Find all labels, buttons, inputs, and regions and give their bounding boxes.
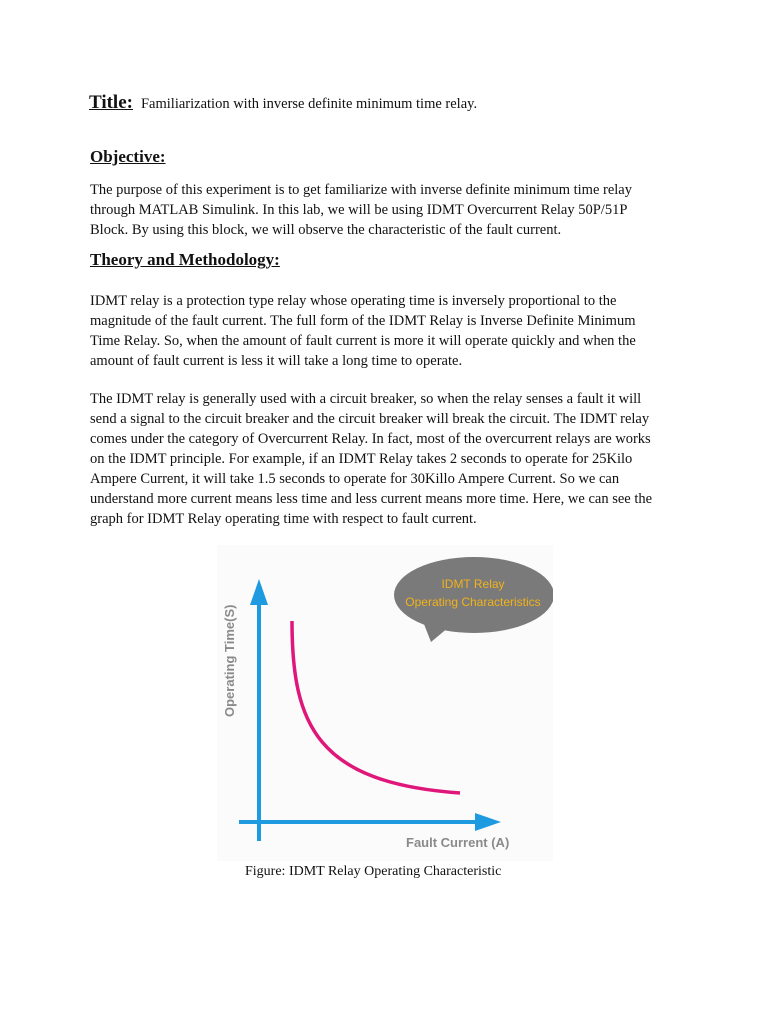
theory-line: Time Relay. So, when the amount of fault current is more it will operate quickly and when the: [90, 333, 636, 349]
theory-paragraph-2: [90, 389, 690, 529]
theory-line: The IDMT relay is generally used with a circuit breaker, so when the relay senses a fault it will: [90, 391, 642, 407]
theory-line: comes under the category of Overcurrent Relay. In fact, most of the overcurrent relays are works: [90, 431, 651, 447]
figure-svg: [217, 545, 553, 861]
objective-paragraph: [90, 180, 690, 240]
idmt-characteristic-figure: [217, 545, 553, 861]
theory-line: magnitude of the fault current. The full form of the IDMT Relay is Inverse Definite Minimum: [90, 313, 636, 329]
figure-caption: Figure: IDMT Relay Operating Characteristic: [245, 864, 502, 879]
theory-line: Ampere Current, it will take 1.5 seconds to operate for 30Killo Ampere Current. So we can: [90, 471, 620, 487]
objective-heading: Objective:: [90, 147, 166, 166]
title-text: Familiarization with inverse definite minimum time relay.: [140, 96, 478, 112]
title-label: Title:: [89, 92, 133, 113]
objective-line: The purpose of this experiment is to get familiarize with inverse definite minimum time relay: [90, 182, 632, 198]
theory-line: understand more current means less time and less current means more time. Here, we can see the: [90, 491, 653, 507]
theory-line: on the IDMT principle. For example, if an IDMT Relay takes 2 seconds to operate for 25Kilo: [90, 451, 633, 467]
theory-line: send a signal to the circuit breaker and the circuit breaker will break the circuit. The IDMT relay: [90, 411, 650, 427]
x-axis-label: Fault Current (A): [406, 835, 510, 850]
objective-line: Block. By using this block, we will observe the characteristic of the fault current.: [90, 222, 562, 238]
theory-line: IDMT relay is a protection type relay whose operating time is inversely proportional to the: [90, 293, 617, 309]
objective-line: through MATLAB Simulink. In this lab, we will be using IDMT Overcurrent Relay 50P/51P: [90, 202, 628, 218]
theory-line: amount of fault current is less it will take a long time to operate.: [90, 353, 463, 369]
theory-paragraph-1: [90, 291, 690, 371]
y-axis-label: Operating Time(S): [222, 604, 237, 717]
title-line: [89, 92, 477, 114]
theory-heading: Theory and Methodology:: [90, 250, 280, 269]
bubble-title: IDMT Relay: [441, 577, 505, 591]
theory-line: graph for IDMT Relay operating time with respect to fault current.: [90, 511, 477, 527]
bubble-subtitle: Operating Characteristics: [405, 595, 541, 609]
